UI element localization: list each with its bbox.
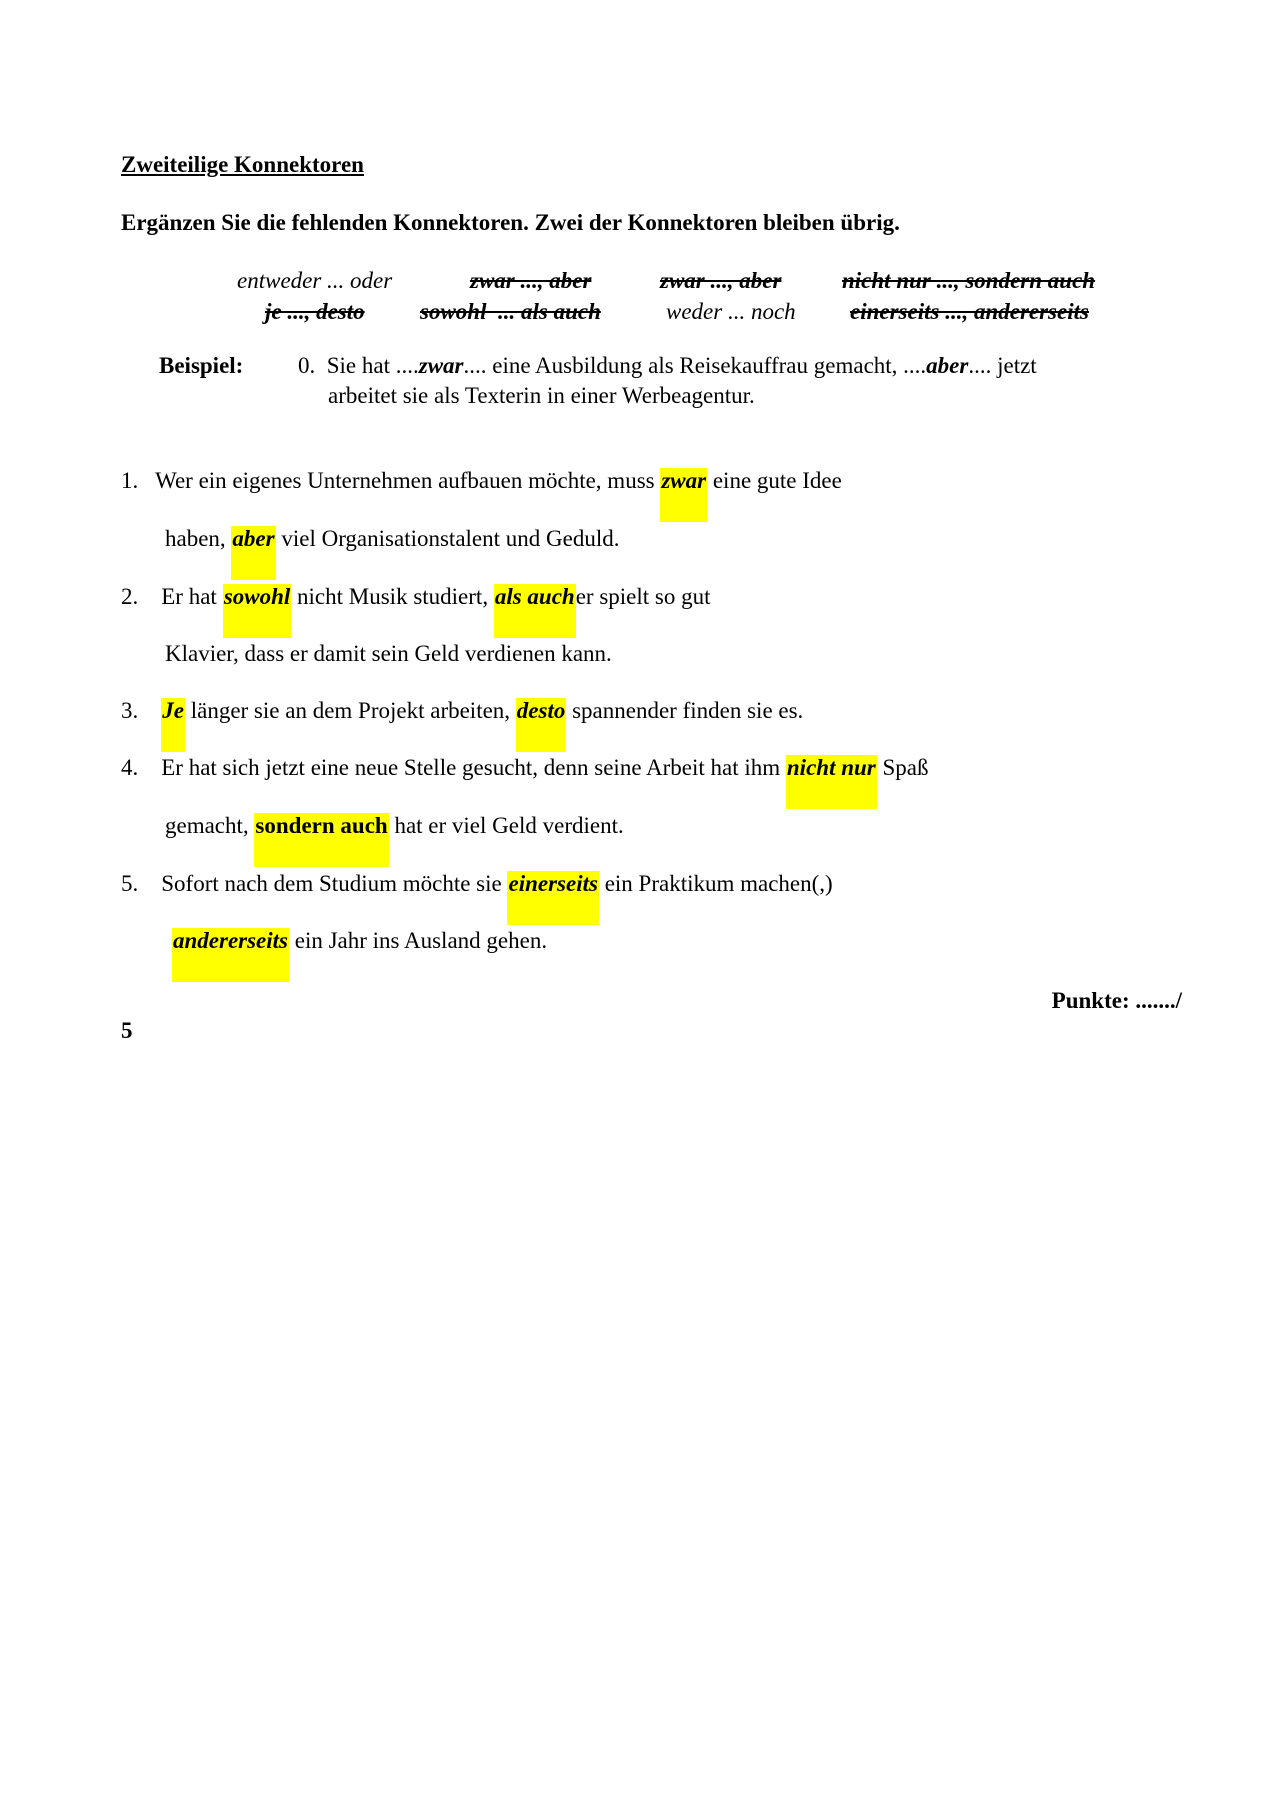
item-text: Spaß: [882, 755, 929, 780]
item-5-line1: [121, 871, 833, 925]
worksheet-title: Zweiteilige Konnektoren: [121, 152, 364, 177]
example-text-part2: .... eine Ausbildung als Reisekauffrau gemacht, ....: [463, 353, 927, 378]
example-sentence-line2: arbeitet sie als Texterin in einer Werbeagentur.: [328, 383, 755, 408]
item-1-line2: [165, 526, 619, 580]
word-bank-zwar-aber-2: zwar ..., aber: [660, 268, 782, 293]
answer-je[interactable]: Je: [161, 698, 185, 752]
example-word-aber: aber: [926, 353, 969, 378]
answer-andererseits[interactable]: andererseits: [172, 928, 289, 982]
answer-zwar[interactable]: zwar: [660, 468, 707, 522]
points-label: Punkte: ......./: [1051, 988, 1182, 1013]
answer-sowohl[interactable]: sowohl: [223, 584, 291, 638]
word-bank-sowohl-als-auch: sowohl ... als auch: [420, 299, 601, 324]
item-1-line1: [121, 468, 842, 522]
item-text: Er hat sich jetzt eine neue Stelle gesucht, denn seine Arbeit hat ihm: [161, 755, 781, 780]
item-number: 3.: [121, 698, 139, 723]
item-text: ein Praktikum machen(,): [604, 871, 833, 896]
item-text: ein Jahr ins Ausland gehen.: [294, 928, 548, 953]
item-number: 4.: [121, 755, 139, 780]
item-text: gemacht,: [165, 813, 249, 838]
answer-sondern-auch[interactable]: sondern auch: [254, 813, 388, 867]
item-text: Er hat: [161, 584, 217, 609]
answer-desto[interactable]: desto: [516, 698, 567, 752]
item-text: hat er viel Geld verdient.: [394, 813, 624, 838]
word-bank-zwar-aber-1: zwar ..., aber: [470, 268, 592, 293]
answer-nicht-nur[interactable]: nicht nur: [786, 755, 877, 809]
answer-aber[interactable]: aber: [231, 526, 275, 580]
item-text: spannender finden sie es.: [572, 698, 804, 723]
item-text: Sofort nach dem Studium möchte sie: [161, 871, 502, 896]
item-5-line2: [172, 928, 547, 982]
item-4-line1: [121, 755, 929, 809]
example-sentence-line1: [298, 353, 1037, 379]
item-text: Wer ein eigenes Unternehmen aufbauen möchte, muss: [155, 468, 655, 493]
answer-als-auch[interactable]: als auch: [494, 584, 576, 638]
item-number: 1.: [121, 468, 139, 493]
word-bank-weder-noch: weder ... noch: [666, 299, 796, 324]
answer-einerseits[interactable]: einerseits: [507, 871, 598, 925]
example-label: Beispiel:: [159, 353, 244, 378]
item-text: länger sie an dem Projekt arbeiten,: [190, 698, 511, 723]
example-text-part1: Sie hat ....: [326, 353, 419, 378]
example-text-part3: .... jetzt: [968, 353, 1037, 378]
item-text: haben,: [165, 526, 226, 551]
word-bank-nicht-nur-sondern-auch: nicht nur ..., sondern auch: [842, 268, 1096, 293]
page-number: 5: [121, 1018, 133, 1043]
item-2-line2: Klavier, dass er damit sein Geld verdienen kann.: [165, 641, 612, 666]
item-text: er spielt so gut: [575, 584, 711, 609]
example-number: 0.: [298, 353, 316, 378]
word-bank-einerseits-andererseits: einerseits ..., andererseits: [850, 299, 1089, 324]
item-text: nicht Musik studiert,: [297, 584, 489, 609]
item-number: 5.: [121, 871, 139, 896]
item-text: viel Organisationstalent und Geduld.: [281, 526, 620, 551]
word-bank-je-desto: je ..., desto: [265, 299, 365, 324]
example-word-zwar: zwar: [418, 353, 464, 378]
instruction-text: Ergänzen Sie die fehlenden Konnektoren. Zwei der Konnektoren bleiben übrig.: [121, 210, 900, 235]
item-number: 2.: [121, 584, 139, 609]
item-4-line2: [165, 813, 624, 867]
word-bank-entweder-oder: entweder ... oder: [237, 268, 393, 293]
item-2-line1: [121, 584, 711, 638]
item-3-line1: [121, 698, 803, 752]
item-text: eine gute Idee: [712, 468, 842, 493]
